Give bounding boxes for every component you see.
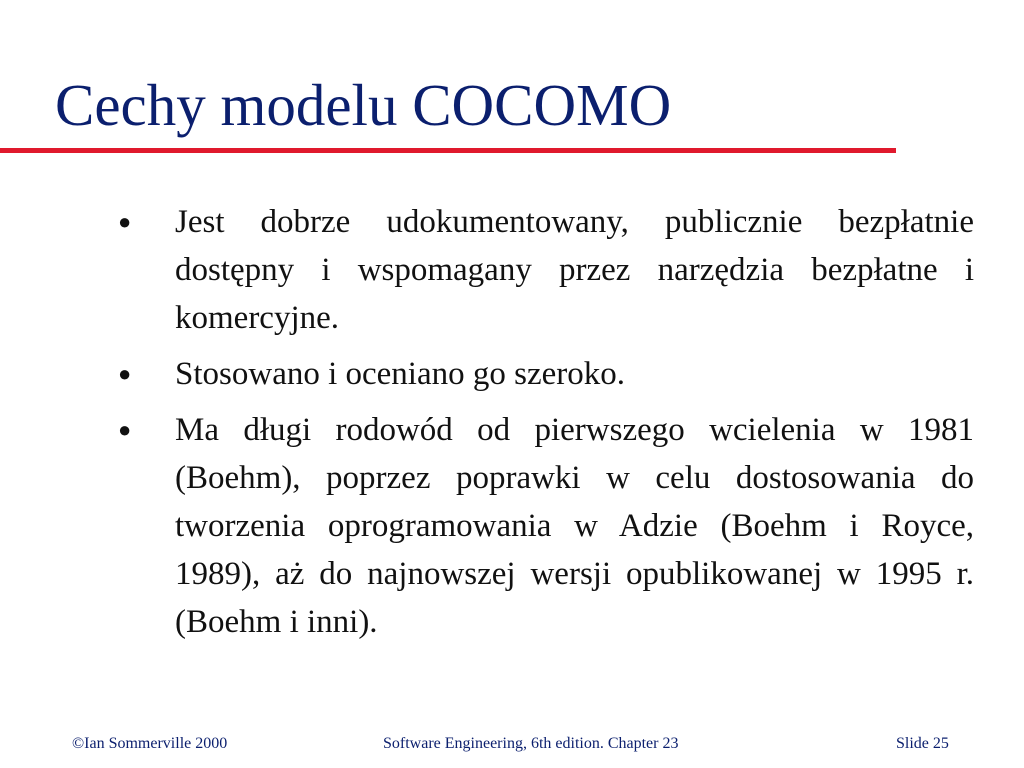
bullet-item-2	[118, 350, 974, 398]
bullet-item-3	[118, 406, 974, 646]
bullet-text-3: Ma długi rodowód od pierwszego wcielenia w 1981 (Boehm), poprzez poprawki w celu dostosowania do tworzenia oprogramowania w Adzie (Boehm i Royce, 1989), aż do najnowszej wersji opublikowanej w 1995 r. (Boehm i inni).	[175, 412, 974, 640]
slide-title: Cechy modelu COCOMO	[55, 72, 672, 138]
bullet-text-1: Jest dobrze udokumentowany, publicznie bezpłatnie dostępny i wspomagany przez narzędzia bezpłatne i komercyjne.	[175, 204, 974, 336]
bullet-dot-icon: ●	[118, 361, 132, 386]
bullet-text-2: Stosowano i oceniano go szeroko.	[175, 356, 625, 392]
bullet-dot-icon: ●	[118, 209, 132, 234]
footer-book-title: Software Engineering, 6th edition. Chapter 23	[383, 735, 679, 752]
bullet-dot-icon: ●	[118, 417, 132, 442]
footer-copyright: ©Ian Sommerville 2000	[72, 735, 228, 752]
bullet-item-1	[118, 198, 974, 342]
bullet-list	[118, 198, 974, 646]
title-underline-rule	[0, 148, 896, 153]
footer-slide-number: Slide 25	[896, 735, 949, 752]
